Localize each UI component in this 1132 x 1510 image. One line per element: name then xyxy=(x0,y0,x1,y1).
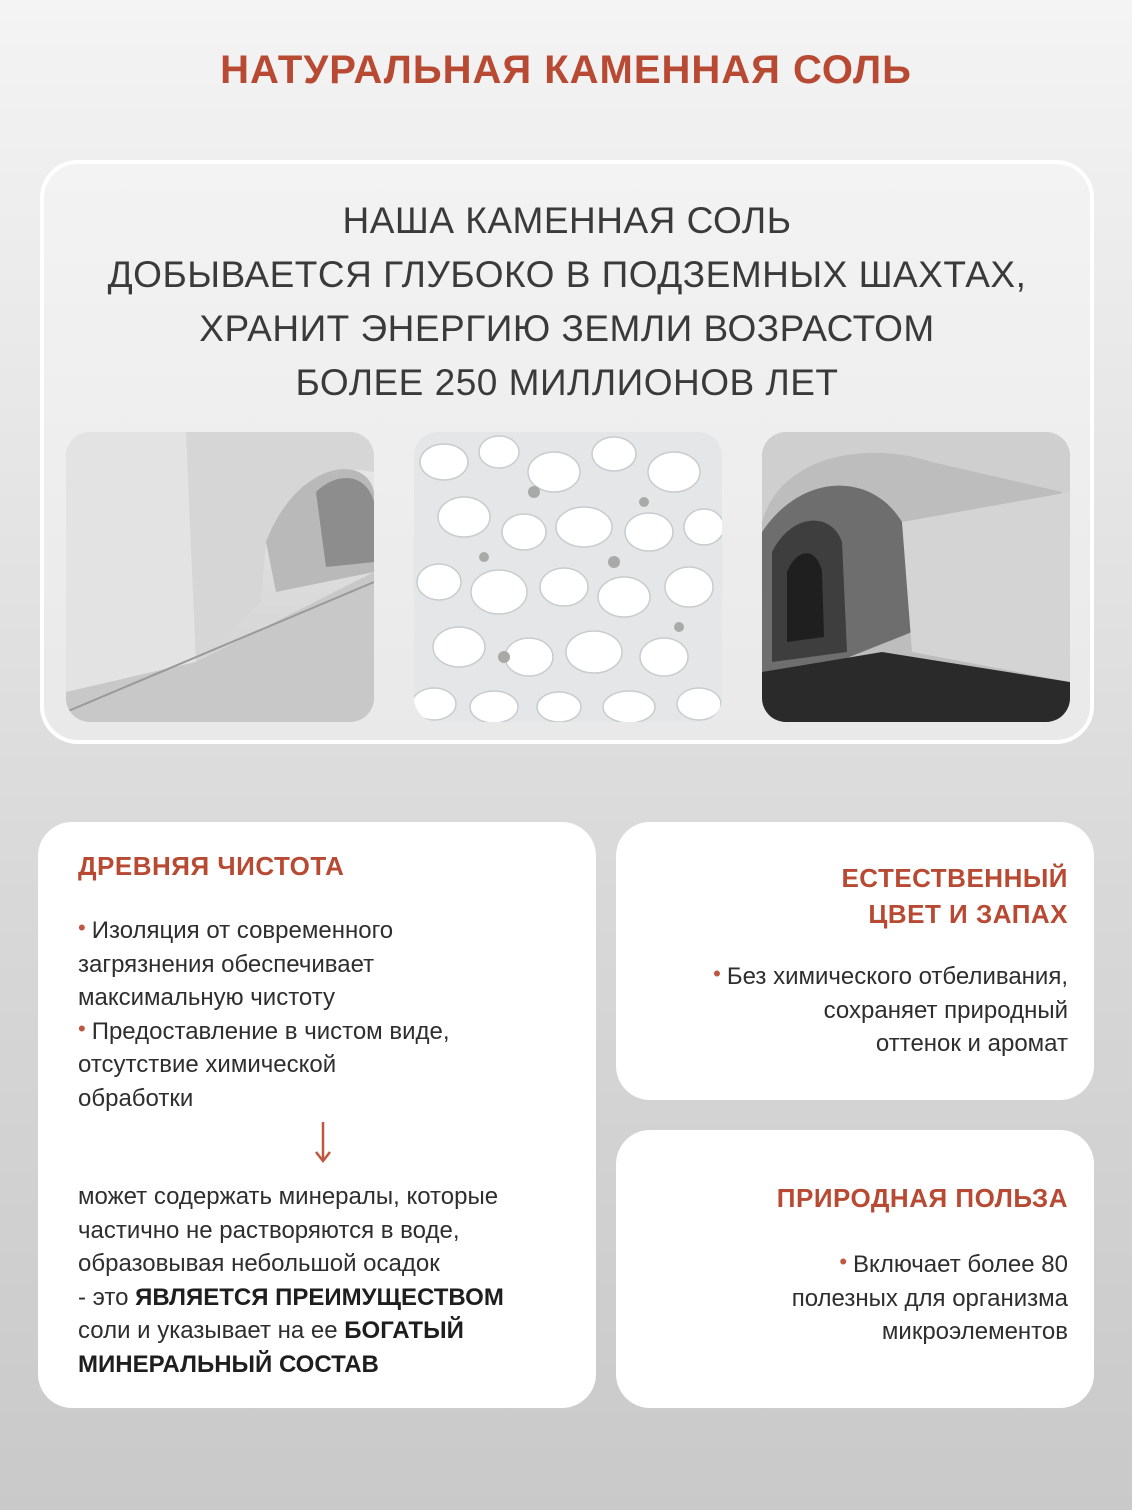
mineral-note xyxy=(78,1180,588,1381)
note-line: частично не растворяются в воде, xyxy=(78,1216,460,1244)
note-line: может содержать минералы, которые xyxy=(78,1183,499,1210)
bullet-list xyxy=(78,914,578,1115)
bullet-text: Предоставление в чистом виде, xyxy=(91,1017,450,1045)
hero-line: ДОБЫВАЕТСЯ ГЛУБОКО В ПОДЗЕМНЫХ ШАХТАХ, xyxy=(107,254,1027,295)
bullet-dot-icon: • xyxy=(78,1015,86,1041)
body-line: оттенок и аромат xyxy=(875,1030,1068,1057)
card-body xyxy=(648,1248,1068,1349)
hero-line: БОЛЕЕ 250 МИЛЛИОНОВ ЛЕТ xyxy=(295,362,839,403)
card-title-line: ЕСТЕСТВЕННЫЙ xyxy=(841,863,1068,893)
note-line: - это xyxy=(78,1283,136,1311)
salt-mine-arch-photo xyxy=(762,432,1070,722)
body-line: Включает более 80 xyxy=(853,1251,1068,1278)
note-line: соли и указывает на ее xyxy=(78,1317,345,1344)
hero-line: НАША КАМЕННАЯ СОЛЬ xyxy=(342,200,792,241)
salt-crystals-photo xyxy=(414,432,722,722)
card-title-line: ЦВЕТ И ЗАПАХ xyxy=(868,899,1068,929)
note-emphasis: ЯВЛЯЕТСЯ ПРЕИМУЩЕСТВОМ xyxy=(135,1283,504,1311)
bullet-text: максимальную чистоту xyxy=(78,984,336,1011)
card-title: ДРЕВНЯЯ ЧИСТОТА xyxy=(78,851,345,881)
salt-mine-tunnel-photo xyxy=(66,432,374,722)
hero-panel xyxy=(40,160,1094,744)
bullet-dot-icon: • xyxy=(839,1249,848,1274)
note-emphasis: МИНЕРАЛЬНЫЙ СОСТАВ xyxy=(78,1350,379,1378)
bullet-text: загрязнения обеспечивает xyxy=(78,950,375,978)
body-line: микроэлементов xyxy=(881,1318,1068,1345)
note-line: образовывая небольшой осадок xyxy=(78,1250,440,1277)
card-title xyxy=(841,860,1068,932)
bullet-item xyxy=(78,914,578,1015)
body-line: сохраняет природный xyxy=(823,996,1068,1024)
bullet-item xyxy=(78,1015,578,1116)
ancient-purity-card xyxy=(38,822,596,1408)
bullet-dot-icon: • xyxy=(78,915,86,940)
arrow-down-icon xyxy=(314,1122,332,1164)
natural-color-card xyxy=(616,822,1094,1100)
hero-text xyxy=(44,194,1090,410)
card-body xyxy=(628,960,1068,1061)
bullet-dot-icon: • xyxy=(713,961,721,986)
body-line: полезных для организма xyxy=(791,1284,1068,1312)
natural-benefit-card xyxy=(616,1130,1094,1408)
body-line: Без химического отбеливания, xyxy=(726,963,1068,990)
card-title: ПРИРОДНАЯ ПОЛЬЗА xyxy=(776,1183,1068,1213)
note-emphasis: БОГАТЫЙ xyxy=(344,1317,464,1344)
bullet-text: отсутствие химической xyxy=(78,1051,337,1078)
bullet-text: Изоляция от современного xyxy=(91,917,394,944)
page-title: НАТУРАЛЬНАЯ КАМЕННАЯ СОЛЬ xyxy=(220,48,912,92)
hero-line: ХРАНИТ ЭНЕРГИЮ ЗЕМЛИ ВОЗРАСТОМ xyxy=(199,308,935,349)
bullet-text: обработки xyxy=(78,1084,194,1112)
